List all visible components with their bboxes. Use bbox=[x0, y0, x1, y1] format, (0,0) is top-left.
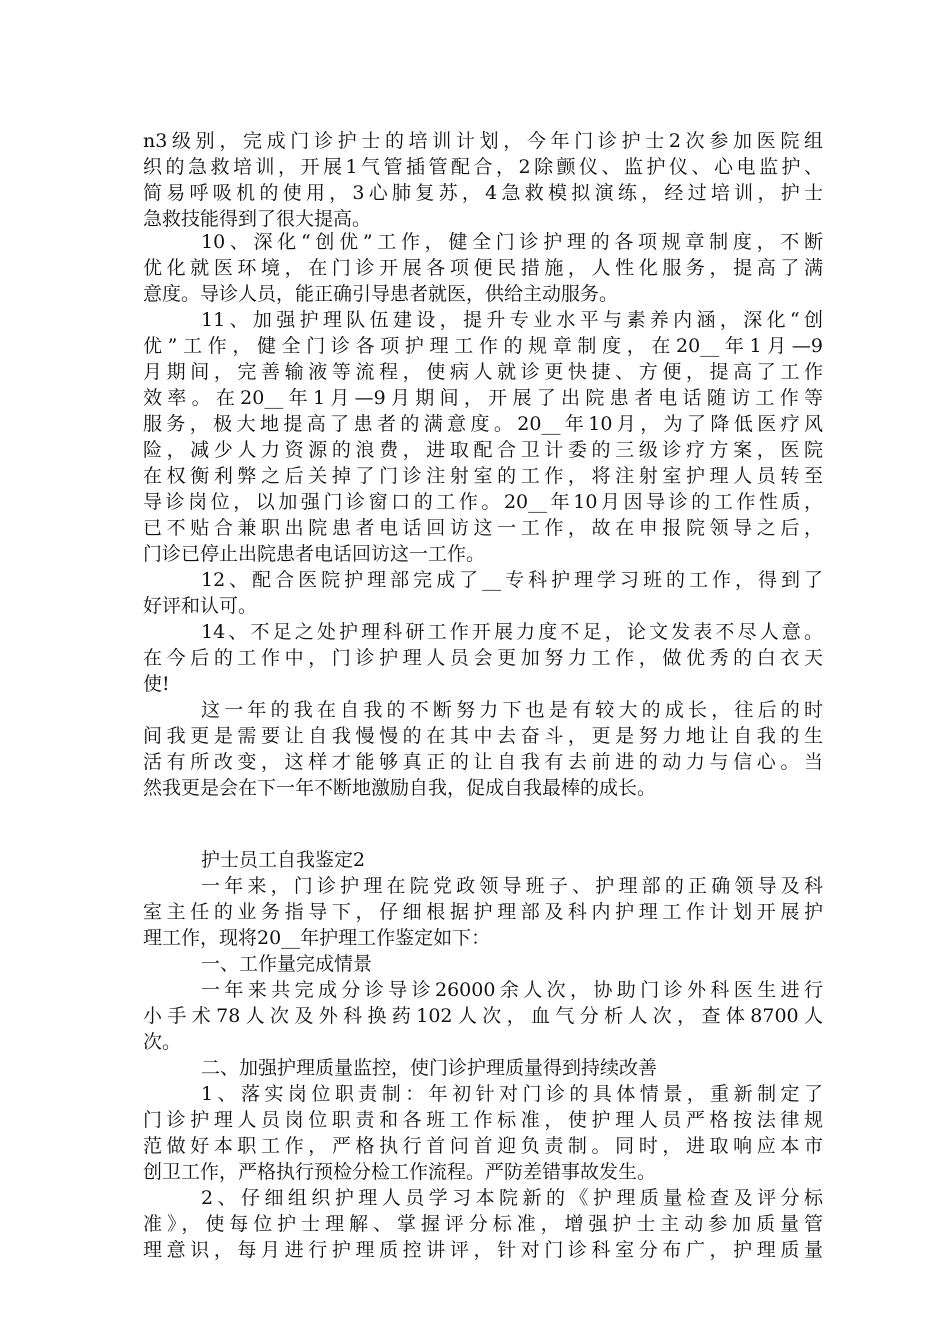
text-line: 优”工作，健全门诊各项护理工作的规章制度，在20__年1月—9 bbox=[143, 335, 823, 357]
text-line: 护士员工自我鉴定2 bbox=[201, 849, 366, 871]
text-line: 好评和认可。 bbox=[143, 595, 258, 617]
text-line: 简易呼吸机的使用，3心肺复苏，4急救模拟演练，经过培训，护士 bbox=[143, 182, 823, 204]
text-line: 间我更是需要让自我慢慢的在其中去奋斗，更是努力地让自我的生 bbox=[143, 725, 823, 747]
text-line: 12、配合医院护理部完成了__专科护理学习班的工作，得到了 bbox=[201, 569, 823, 591]
text-line: 范做好本职工作，严格执行首问首迎负责制。同时，进取响应本市 bbox=[143, 1135, 823, 1157]
text-line: 已不贴合兼职出院患者电话回访这一工作，故在申报院领导之后， bbox=[143, 517, 823, 539]
text-line: 2、仔细组织护理人员学习本院新的《护理质量检查及评分标 bbox=[201, 1187, 823, 1209]
text-line: 准》，使每位护士理解、掌握评分标准，增强护士主动参加质量管 bbox=[143, 1213, 823, 1235]
text-line: 1、落实岗位职责制：年初针对门诊的具体情景，重新制定了 bbox=[201, 1083, 823, 1105]
text-line: 二、加强护理质量监控，使门诊护理质量得到持续改善 bbox=[201, 1057, 658, 1079]
text-line: 活有所改变，这样才能够真正的让自我有去前进的动力与信心。当 bbox=[143, 751, 823, 773]
text-line: 14、不足之处护理科研工作开展力度不足，论文发表不尽人意。 bbox=[201, 621, 823, 643]
text-line: 一、工作量完成情景 bbox=[201, 953, 373, 975]
text-line: 然我更是会在下一年不断地激励自我，促成自我最棒的成长。 bbox=[143, 777, 657, 799]
text-line: 理工作，现将20__年护理工作鉴定如下： bbox=[143, 927, 491, 949]
text-line: 理意识，每月进行护理质控讲评，针对门诊科室分布广，护理质量 bbox=[143, 1239, 823, 1261]
text-line: 室主任的业务指导下，仔细根据护理部及科内护理工作计划开展护 bbox=[143, 901, 823, 923]
text-line: 次。 bbox=[143, 1031, 182, 1053]
text-line: 急救技能得到了很大提高。 bbox=[143, 208, 372, 230]
text-line: 在今后的工作中，门诊护理人员会更加努力工作，做优秀的白衣天 bbox=[143, 647, 823, 669]
text-line: 门诊已停止出院患者电话回访这一工作。 bbox=[143, 543, 486, 565]
text-line: 创卫工作，严格执行预检分检工作流程。严防差错事故发生。 bbox=[143, 1161, 657, 1183]
text-line: 一年来，门诊护理在院党政领导班子、护理部的正确领导及科 bbox=[201, 875, 823, 897]
text-line: 服务，极大地提高了患者的满意度。20__年10月，为了降低医疗风 bbox=[143, 413, 823, 435]
text-line: 这一年的我在自我的不断努力下也是有较大的成长，往后的时 bbox=[201, 699, 823, 721]
text-line: 险，减少人力资源的浪费，进取配合卫计委的三级诊疗方案，医院 bbox=[143, 439, 823, 461]
text-line: 门诊护理人员岗位职责和各班工作标准，使护理人员严格按法律规 bbox=[143, 1109, 823, 1131]
text-line: 效率。在20__年1月—9月期间，开展了出院患者电话随访工作等 bbox=[143, 387, 823, 409]
text-line: 月期间，完善输液等流程，使病人就诊更快捷、方便，提高了工作 bbox=[143, 361, 823, 383]
text-line: 织的急救培训，开展1气管插管配合，2除颤仪、监护仪、心电监护、 bbox=[143, 156, 823, 178]
text-line: 优化就医环境，在门诊开展各项便民措施，人性化服务，提高了满 bbox=[143, 257, 823, 279]
text-line: n3级别，完成门诊护士的培训计划，今年门诊护士2次参加医院组 bbox=[143, 130, 823, 152]
text-line: 导诊岗位，以加强门诊窗口的工作。20__年10月因导诊的工作性质， bbox=[143, 491, 823, 513]
text-line: 一年来共完成分诊导诊26000余人次，协助门诊外科医生进行 bbox=[201, 979, 823, 1001]
text-line: 11、加强护理队伍建设，提升专业水平与素养内涵，深化“创 bbox=[201, 309, 823, 331]
text-line: 意度。导诊人员，能正确引导患者就医，供给主动服务。 bbox=[143, 283, 619, 305]
text-line: 使! bbox=[143, 673, 170, 695]
text-line: 小手术78人次及外科换药102人次，血气分析人次，查体8700人 bbox=[143, 1005, 823, 1027]
text-line: 在权衡利弊之后关掉了门诊注射室的工作，将注射室护理人员转至 bbox=[143, 465, 823, 487]
text-line: 10、深化“创优”工作，健全门诊护理的各项规章制度，不断 bbox=[201, 231, 823, 253]
